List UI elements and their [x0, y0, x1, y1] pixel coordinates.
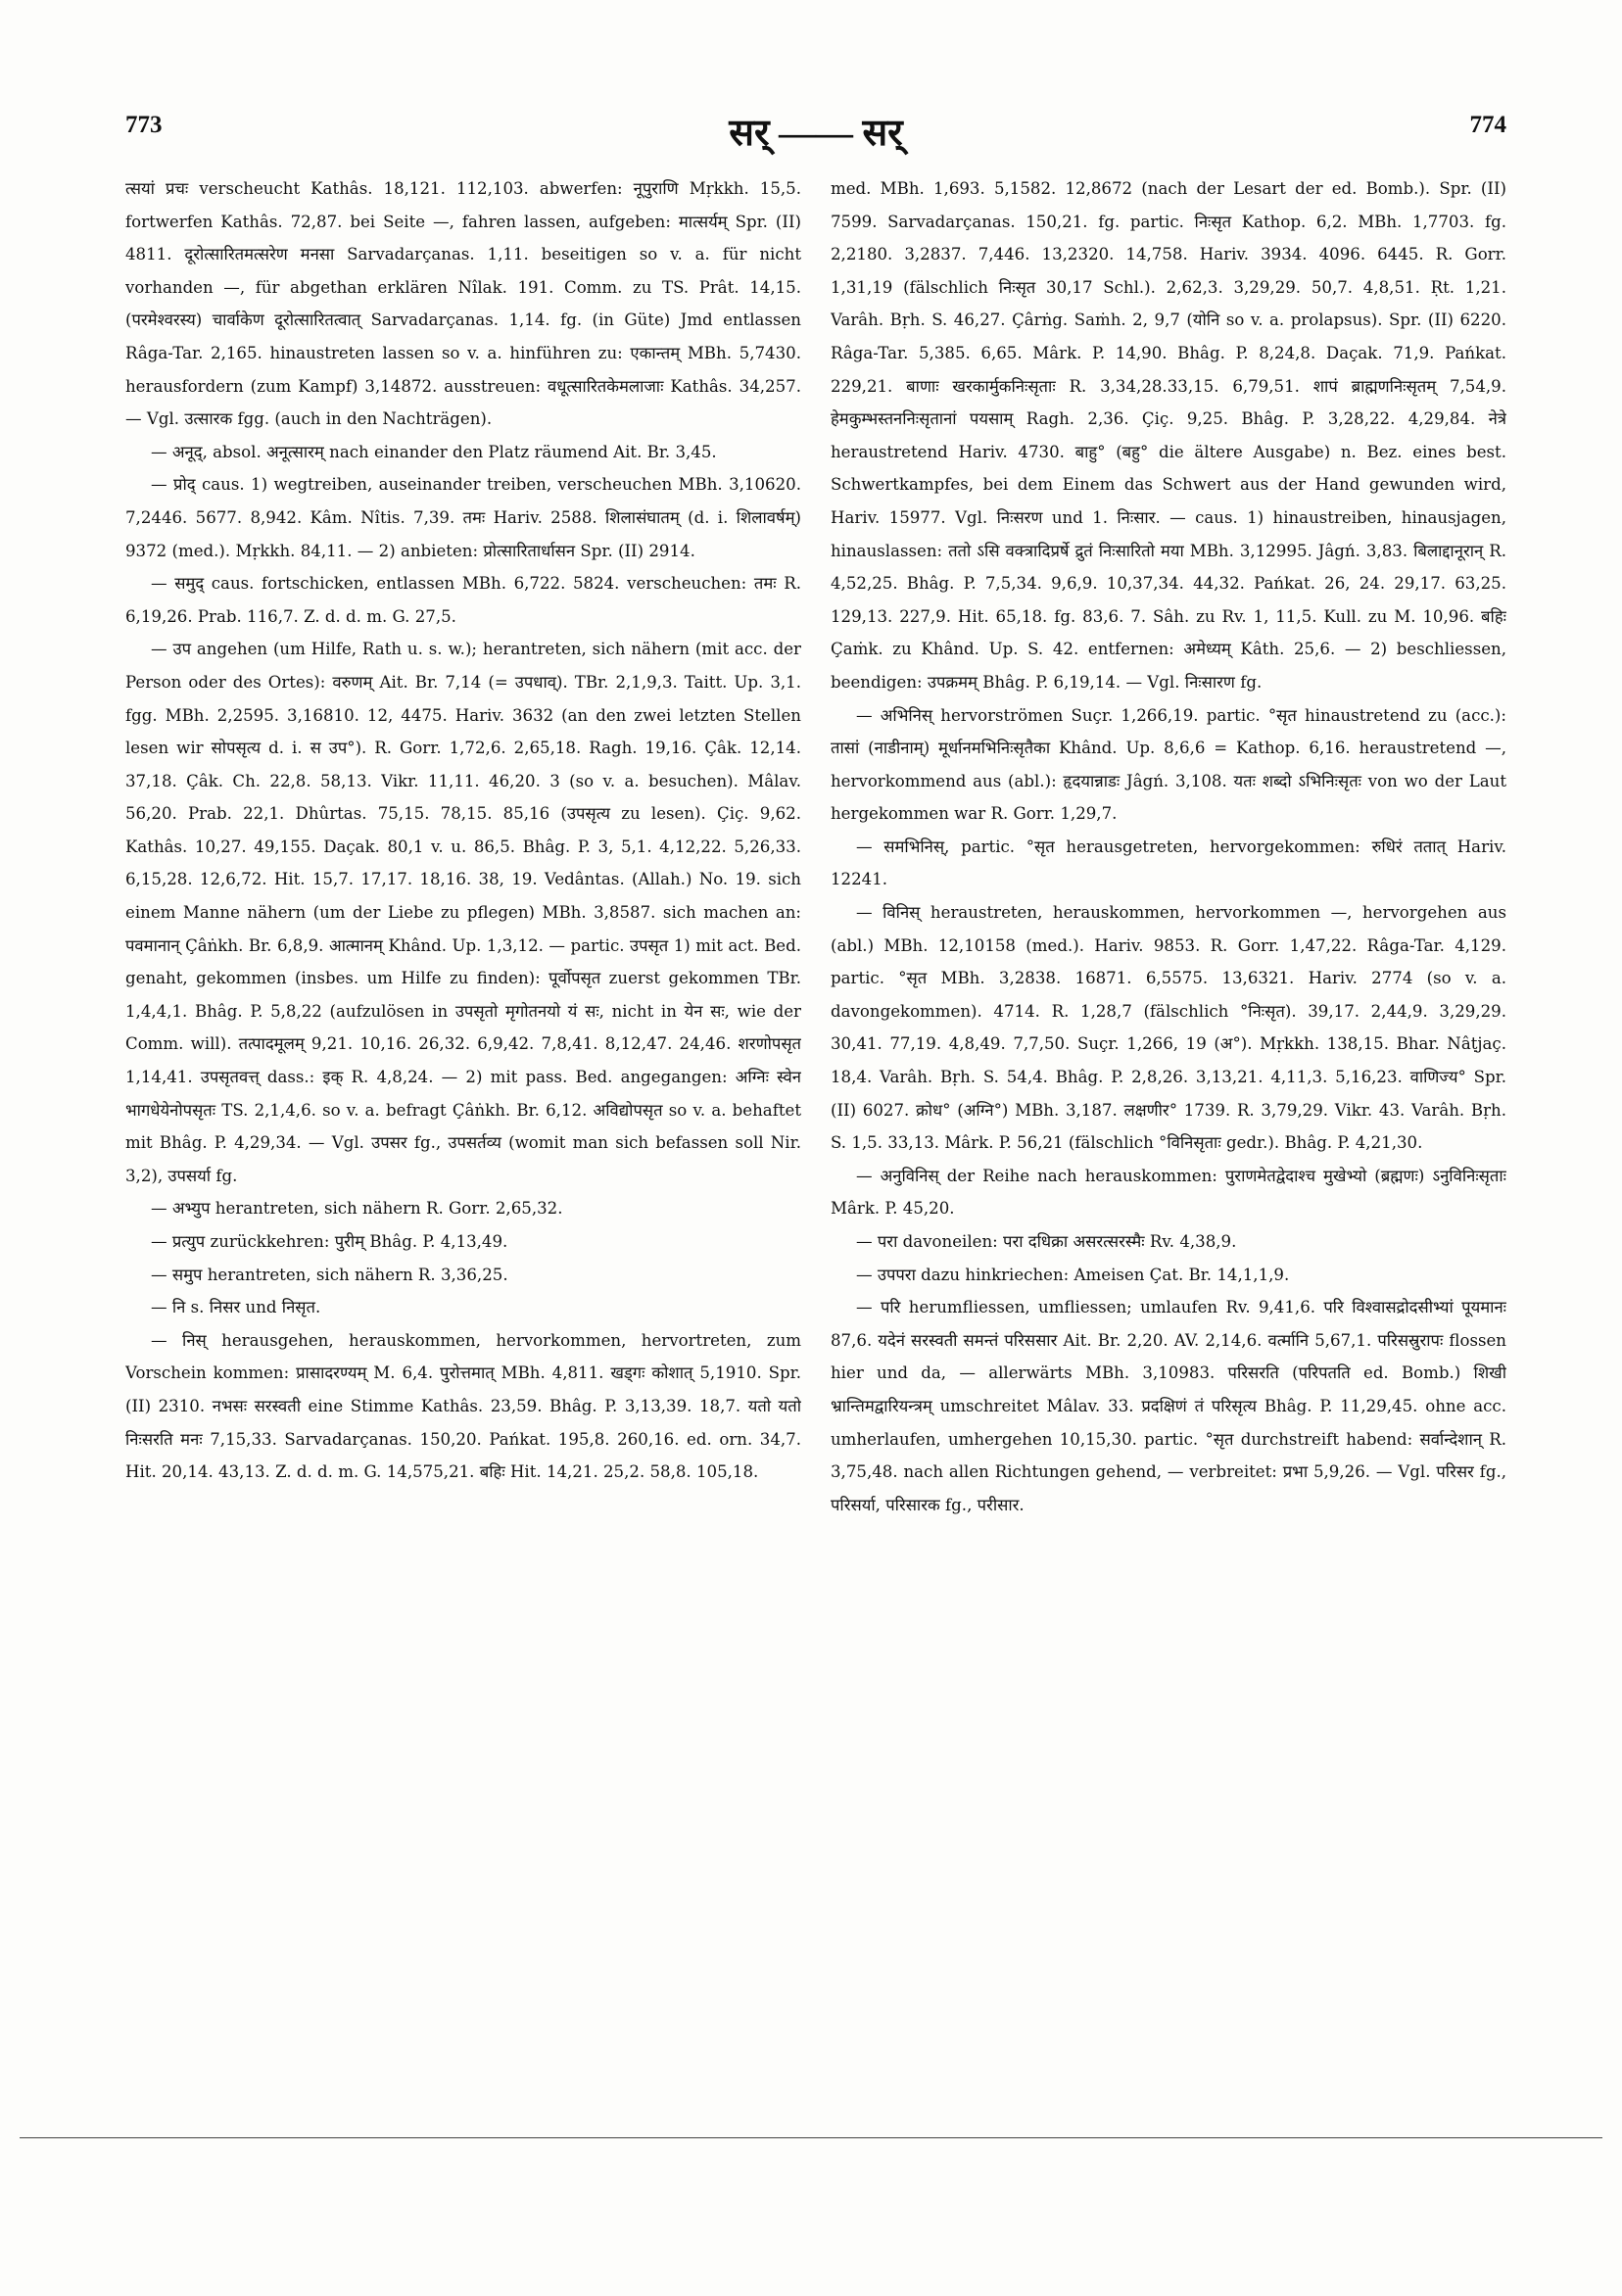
page-number-left: 773: [125, 112, 163, 138]
entry-paragraph: — परा davoneilen: परा दधिक्रा असरत्सरस्मैः Rv. 4,38,9.: [856, 1232, 1237, 1251]
footer-rule: [20, 2137, 1602, 2138]
entry-paragraph: — निस् herausgehen, herauskommen, hervorkommen, hervortreten, zum Vorschein kommen: प्रासादरण्यम् M. 6,4. पुरोत्तमात् MBh. 4,811. खड्गः कोशात् 5,1910. Spr. (II) 2310. नभसः सरस्वती eine Stimme Kathâs. 23,59. Bhâg. P. 3,13,39. 18,7. यतो यतो निःसरति मनः 7,15,33. Sarvadarçanas. 150,20. Pańkat. 195,8. 260,16. ed. orn. 34,7. Hit. 20,14. 43,13. Z. d. d. m. G. 14,575,21. बहिः Hit. 14,21. 25,2. 58,8. 105,18.: [125, 1330, 801, 1482]
entry-paragraph: त्सयां प्रचः verscheucht Kathâs. 18,121. 112,103. abwerfen: नूपुराणि Mṛkkh. 15,5. fortwerfen Kathâs. 72,87. bei Seite —, fahren lassen, aufgeben: मात्सर्यम् Spr. (II) 4811. दूरोत्सारितमत्सरेण मनसा Sarvadarçanas. 1,11. beseitigen so v. a. für nicht vorhanden —, für abgethan erklären Nîlak. 191. Comm. zu TS. Prât. 14,15. (परमेश्वरस्य) चार्वाकेण दूरोत्सारितत्वात् Sarvadarçanas. 1,14. fg. (in Güte) Jmd entlassen Râga-Tar. 2,165. hinaustreten lassen so v. a. hinführen zu: एकान्तम् MBh. 5,7430. herausfordern (zum Kampf) 3,14872. ausstreuen: वधूत्सारितकेमलाजाः Kathâs. 34,257. — Vgl. उत्सारक fgg. (auch in den Nachträgen).: [125, 179, 801, 429]
entry-paragraph: — परि herumfliessen, umfliessen; umlaufen Rv. 9,41,6. परि विश्वासद्रोदसीभ्यां पूयमानः 87,6. यदेनं सरस्वती समन्तं परिससार Ait. Br. 2,20. AV. 2,14,6. वर्त्मानि 5,67,1. परिसस्रुरापः flossen hier und da, — allerwärts MBh. 3,10983. परिसरति (परिपतति ed. Bomb.) शिखी भ्रान्तिमद्वारियन्त्रम् umschreitet Mâlav. 33. प्रदक्षिणं तं परिसृत्य Bhâg. P. 11,29,45. ohne acc. umherlaufen, umhergehen 10,15,30. partic. °सृत durchstreift habend: सर्वान्देशान् R. 3,75,48. nach allen Richtungen gehend, — verbreitet: प्रभा 5,9,26. — Vgl. परिसर fg., परिसर्या, परिसारक fg., परीसार.: [831, 1298, 1506, 1514]
left-column: [125, 172, 801, 1975]
entry-paragraph: — नि s. निसर und निसृत.: [151, 1298, 321, 1317]
entry-paragraph: — समुप herantreten, sich nähern R. 3,36,25.: [151, 1265, 508, 1284]
entry-paragraph: — प्रोद् caus. 1) wegtreiben, auseinander treiben, verscheuchen MBh. 3,10620. 7,2446. 5677. 8,942. Kâm. Nîtis. 7,39. तमः Hariv. 2588. शिलासंघातम् (d. i. शिलावर्षम्) 9372 (med.). Mṛkkh. 84,11. — 2) anbieten: प्रोत्सारितार्धासन Spr. (II) 2914.: [125, 475, 801, 560]
right-column: [831, 172, 1506, 2014]
entry-paragraph: — अभ्युप herantreten, sich nähern R. Gorr. 2,65,32.: [151, 1199, 563, 1219]
page-number-right: 774: [1469, 112, 1506, 138]
entry-paragraph: — समभिनिस्, partic. °सृत herausgetreten, hervorgekommen: रुधिरं ततात् Hariv. 12241.: [831, 837, 1506, 889]
entry-paragraph: — उप angehen (um Hilfe, Rath u. s. w.); herantreten, sich nähern (mit acc. der Person oder des Ortes): वरुणम् Ait. Br. 7,14 (= उपधाव्). TBr. 2,1,9,3. Taitt. Up. 3,1. fgg. MBh. 2,2595. 3,16810. 12, 4475. Hariv. 3632 (an den zwei letzten Stellen lesen wir सोपसृत्य d. i. स उप°). R. Gorr. 1,72,6. 2,65,18. Ragh. 19,16. Çâk. 12,14. 37,18. Çâk. Ch. 22,8. 58,13. Vikr. 11,11. 46,20. 3 (so v. a. besuchen). Mâlav. 56,20. Prab. 22,1. Dhûrtas. 75,15. 78,15. 85,16 (उपसृत्य zu lesen). Çiç. 9,62. Kathâs. 10,27. 49,155. Daçak. 80,1 v. u. 86,5. Bhâg. P. 3, 5,1. 4,12,22. 5,26,33. 6,15,28. 12,6,72. Hit. 15,7. 17,17. 18,16. 38, 19. Vedântas. (Allah.) No. 19. sich einem Manne nähern (um der Liebe zu pflegen) MBh. 3,8587. sich machen an: पवमानान् Çâṅkh. Br. 6,8,9. आत्मानम् Khând. Up. 1,3,12. — partic. उपसृत 1) mit act. Bed. genaht, gekommen (insbes. um Hilfe zu finden): पूर्वोपसृत zuerst gekommen TBr. 1,4,4,1. Bhâg. P. 5,8,22 (aufzulösen in उपसृतो मृगोतनयो यं सः, nicht in येन सः, wie der Comm. will). तत्पादमूलम् 9,21. 10,16. 26,32. 6,9,42. 7,8,41. 8,12,47. 24,46. शरणोपसृत 1,14,41. उपसृतवत्त् dass.: इक् R. 4,8,24. — 2) mit pass. Bed. angegangen: अग्निः स्वेन भागधेयेनोपसृतः TS. 2,1,4,6. so v. a. befragt Çâṅkh. Br. 6,12. अविद्योपसृत so v. a. behaftet mit Bhâg. P. 4,29,34. — Vgl. उपसर fg., उपसर्तव्य (womit man sich befassen soll Nir. 3,2), उपसर्या fg.: [125, 640, 801, 1185]
catchword: सर् —— सर्: [729, 113, 903, 154]
entry-paragraph: med. MBh. 1,693. 5,1582. 12,8672 (nach der Lesart der ed. Bomb.). Spr. (II) 7599. Sarvadarçanas. 150,21. fg. partic. निःसृत Kathop. 6,2. MBh. 1,7703. fg. 2,2180. 3,2837. 7,446. 13,2320. 14,758. Hariv. 3934. 4096. 6445. R. Gorr. 1,31,19 (fälschlich निःसृत 30,17 Schl.). 2,62,3. 3,29,29. 50,7. 4,8,51. Ṛt. 1,21. Varâh. Bṛh. S. 46,27. Çârṅg. Saṁh. 2, 9,7 (योनि so v. a. prolapsus). Spr. (II) 6220. Râga-Tar. 5,385. 6,65. Mârk. P. 14,90. Bhâg. P. 8,24,8. Daçak. 71,9. Pańkat. 229,21. बाणाः खरकार्मुकनिःसृताः R. 3,34,28.33,15. 6,79,51. शापं ब्राह्मणनिःसृतम् 7,54,9. हेमकुम्भस्तननिःसृतानां पयसाम् Ragh. 2,36. Çiç. 9,25. Bhâg. P. 3,28,22. 4,29,84. नेत्रे heraustretend Hariv. 4730. बाहु° (बहु° die ältere Ausgabe) n. Bez. eines best. Schwertkampfes, bei dem Einem das Schwert aus der Hand gewunden wird, Hariv. 15977. Vgl. निःसरण und 1. निःसार. — caus. 1) hinaustreiben, hinausjagen, hinauslassen: ततो ऽसि वक्त्रादिप्रर्षे द्रुतं निःसारितो मया MBh. 3,12995. Jâgń. 3,83. बिलाद्दानूरान् R. 4,52,25. Bhâg. P. 7,5,34. 9,6,9. 10,37,34. 44,32. Pańkat. 26, 24. 29,17. 63,25. 129,13. 227,9. Hit. 65,18. fg. 83,6. 7. Sâh. zu Rv. 1, 11,5. Kull. zu M. 10,96. बहिः Çaṁk. zu Khând. Up. S. 42. entfernen: अमेध्यम् Kâth. 25,6. — 2) beschliessen, beendigen: उपक्रमम् Bhâg. P. 6,19,14. — Vgl. निःसारण fg.: [831, 179, 1506, 692]
entry-paragraph: — अनूद्, absol. अनूत्सारम् nach einander den Platz räumend Ait. Br. 3,45.: [151, 442, 717, 461]
page-header: [125, 106, 1506, 161]
entry-paragraph: — प्रत्युप zurückkehren: पुरीम् Bhâg. P. 4,13,49.: [151, 1232, 508, 1251]
entry-paragraph: — समुद् caus. fortschicken, entlassen MBh. 6,722. 5824. verscheuchen: तमः R. 6,19,26. Prab. 116,7. Z. d. d. m. G. 27,5.: [125, 574, 801, 626]
entry-paragraph: — अभिनिस् hervorströmen Suçr. 1,266,19. partic. °सृत hinaustretend zu (acc.): तासां (नाडीनाम्) मूर्धानमभिनिःसृतैका Khând. Up. 8,6,6 = Kathop. 6,16. heraustretend —, hervorkommend aus (abl.): हृदयान्नाडः Jâgń. 3,108. यतः शब्दो ऽभिनिःसृतः von wo der Laut hergekommen war R. Gorr. 1,29,7.: [831, 705, 1506, 824]
entry-paragraph: — विनिस् heraustreten, herauskommen, hervorkommen —, hervorgehen aus (abl.) MBh. 12,10158 (med.). Hariv. 9853. R. Gorr. 1,47,22. Râga-Tar. 4,129. partic. °सृत MBh. 3,2838. 16871. 6,5575. 13,6321. Hariv. 2774 (so v. a. davongekommen). 4714. R. 1,28,7 (fälschlich °निःसृत). 39,17. 2,44,9. 3,29,29. 30,41. 77,19. 4,8,49. 7,7,50. Suçr. 1,266, 19 (अ°). Mṛkkh. 138,15. Bhar. Nâṭjaç. 18,4. Varâh. Bṛh. S. 54,4. Bhâg. P. 2,8,26. 3,13,21. 4,11,3. 5,16,23. वाणिज्य° Spr. (II) 6027. क्रोध° (अग्नि°) MBh. 3,187. लक्षणीर° 1739. R. 3,79,29. Vikr. 43. Varâh. Bṛh. S. 1,5. 33,13. Mârk. P. 56,21 (fälschlich °विनिसृताः gedr.). Bhâg. P. 4,21,30.: [831, 903, 1506, 1153]
entry-paragraph: — अनुविनिस् der Reihe nach herauskommen: पुराणमेतद्वेदाश्च मुखेभ्यो (ब्रह्मणः) ऽनुविनिःसृताः Mârk. P. 45,20.: [831, 1166, 1506, 1219]
entry-paragraph: — उपपरा dazu hinkriechen: Ameisen Çat. Br. 14,1,1,9.: [856, 1265, 1290, 1284]
